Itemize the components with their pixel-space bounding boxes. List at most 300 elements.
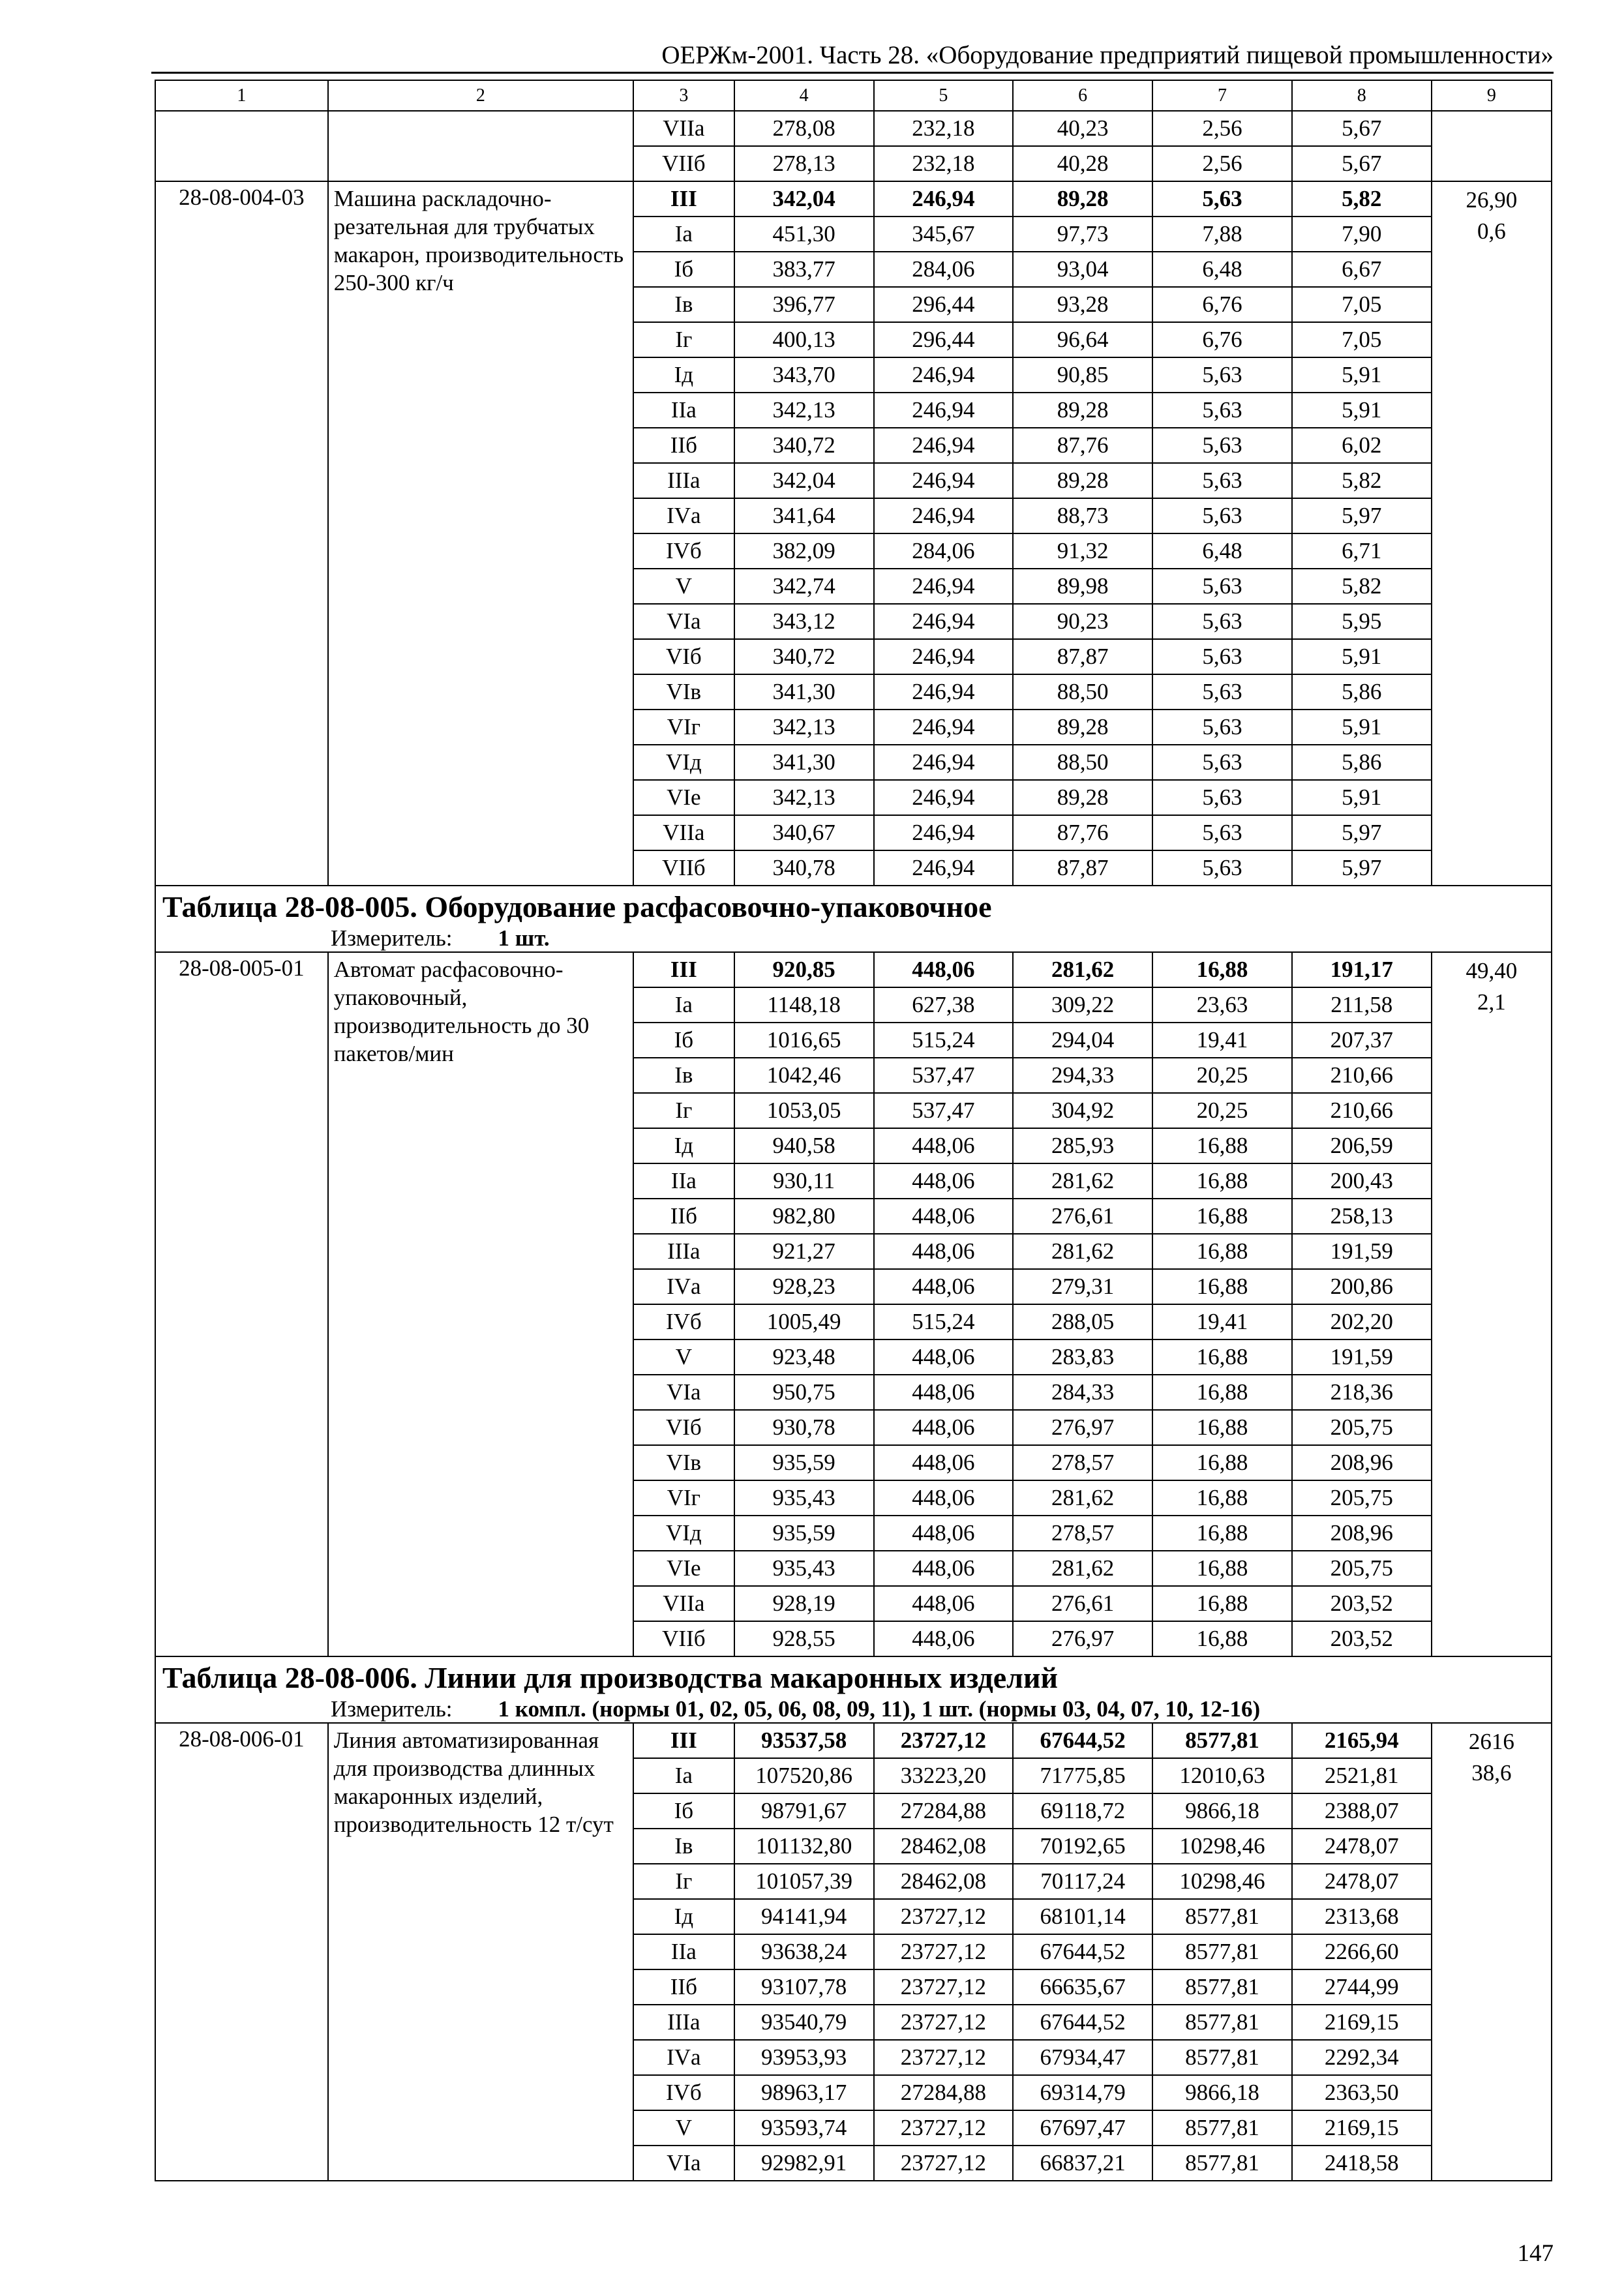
value-cell: 89,28	[1013, 463, 1152, 498]
value-cell: 2744,99	[1292, 1969, 1432, 2005]
norm-description: Машина раскладочно-резательная для трубчатых макарон, производительность 250-300 кг/ч	[328, 181, 633, 886]
value-cell: 923,48	[734, 1339, 874, 1375]
value-cell: 343,70	[734, 357, 874, 393]
zone-cell: V	[633, 1339, 734, 1375]
zone-cell: Iд	[633, 357, 734, 393]
value-cell: 87,76	[1013, 815, 1152, 850]
value-cell: 16,88	[1152, 1516, 1292, 1551]
value-cell: 342,74	[734, 569, 874, 604]
table-row	[155, 952, 1552, 987]
value-cell: 208,96	[1292, 1445, 1432, 1480]
zone-cell: Iг	[633, 1093, 734, 1128]
value-cell: 2,56	[1152, 111, 1292, 146]
value-cell: 6,48	[1152, 533, 1292, 569]
value-cell: 246,94	[874, 428, 1014, 463]
zone-cell: VIIб	[633, 146, 734, 181]
zone-cell: VIа	[633, 1375, 734, 1410]
value-cell: 2521,81	[1292, 1758, 1432, 1793]
value-cell: 448,06	[874, 1199, 1014, 1234]
header-rule	[151, 72, 1554, 74]
value-cell: 5,63	[1152, 604, 1292, 639]
value-cell: 1148,18	[734, 987, 874, 1023]
value-cell: 16,88	[1152, 1199, 1292, 1234]
value-cell: 448,06	[874, 952, 1014, 987]
value-cell: 205,75	[1292, 1410, 1432, 1445]
zone-cell: VIIб	[633, 1621, 734, 1656]
extra-cell-blank	[1432, 111, 1552, 181]
value-cell: 930,11	[734, 1163, 874, 1199]
value-cell: 27284,88	[874, 2075, 1014, 2110]
zone-cell: VIа	[633, 604, 734, 639]
value-cell: 23727,12	[874, 2110, 1014, 2146]
zone-cell: VIв	[633, 1445, 734, 1480]
value-cell: 448,06	[874, 1410, 1014, 1445]
value-cell: 279,31	[1013, 1269, 1152, 1304]
value-cell: 5,63	[1152, 498, 1292, 533]
zone-cell: VIе	[633, 1551, 734, 1586]
column-number: 8	[1292, 80, 1432, 111]
norm-code: 28-08-004-03	[155, 181, 328, 886]
running-header: ОЕРЖм-2001. Часть 28. «Оборудование предприятий пищевой промышленности»	[661, 41, 1554, 69]
value-cell: 6,02	[1292, 428, 1432, 463]
value-cell: 92982,91	[734, 2146, 874, 2181]
value-cell: 66635,67	[1013, 1969, 1152, 2005]
value-cell: 515,24	[874, 1023, 1014, 1058]
extra-cell	[1432, 181, 1552, 886]
value-cell: 296,44	[874, 287, 1014, 322]
value-cell: 935,43	[734, 1551, 874, 1586]
value-cell: 93638,24	[734, 1934, 874, 1969]
zone-cell: VIе	[633, 780, 734, 815]
value-cell: 5,91	[1292, 780, 1432, 815]
zone-cell: IIб	[633, 1969, 734, 2005]
value-cell: 20,25	[1152, 1058, 1292, 1093]
value-cell: 5,91	[1292, 710, 1432, 745]
column-number-row	[155, 80, 1552, 111]
value-cell: 33223,20	[874, 1758, 1014, 1793]
zone-cell: Iд	[633, 1128, 734, 1163]
value-cell: 278,57	[1013, 1516, 1152, 1551]
value-cell: 246,94	[874, 498, 1014, 533]
value-cell: 340,78	[734, 850, 874, 886]
norm-description: Автомат расфасовочно-упаковочный, производительность до 30 пакетов/мин	[328, 952, 633, 1656]
value-cell: 982,80	[734, 1199, 874, 1234]
value-cell: 5,63	[1152, 428, 1292, 463]
norm-description: Линия автоматизированная для производства длинных макаронных изделий, производительность 12 т/сут	[328, 1723, 633, 2181]
value-cell: 88,73	[1013, 498, 1152, 533]
value-cell: 23727,12	[874, 1723, 1014, 1758]
zone-cell: IIб	[633, 428, 734, 463]
value-cell: 40,23	[1013, 111, 1152, 146]
zone-cell: VIIа	[633, 815, 734, 850]
value-cell: 1042,46	[734, 1058, 874, 1093]
value-cell: 930,78	[734, 1410, 874, 1445]
value-cell: 278,08	[734, 111, 874, 146]
value-cell: 16,88	[1152, 1445, 1292, 1480]
value-cell: 16,88	[1152, 952, 1292, 987]
value-cell: 5,97	[1292, 850, 1432, 886]
value-cell: 93,28	[1013, 287, 1152, 322]
value-cell: 5,63	[1152, 357, 1292, 393]
value-cell: 448,06	[874, 1234, 1014, 1269]
value-cell: 5,86	[1292, 674, 1432, 710]
value-cell: 285,93	[1013, 1128, 1152, 1163]
value-cell: 382,09	[734, 533, 874, 569]
zone-cell: IIIа	[633, 463, 734, 498]
description-cell-blank	[328, 111, 633, 181]
value-cell: 16,88	[1152, 1128, 1292, 1163]
value-cell: 67644,52	[1013, 1723, 1152, 1758]
value-cell: 207,37	[1292, 1023, 1432, 1058]
value-cell: 16,88	[1152, 1621, 1292, 1656]
value-cell: 5,67	[1292, 146, 1432, 181]
value-cell: 5,97	[1292, 498, 1432, 533]
value-cell: 200,86	[1292, 1269, 1432, 1304]
column-number: 4	[734, 80, 874, 111]
value-cell: 40,28	[1013, 146, 1152, 181]
value-cell: 921,27	[734, 1234, 874, 1269]
zone-cell: VIг	[633, 1480, 734, 1516]
zone-cell: VIд	[633, 745, 734, 780]
value-cell: 294,33	[1013, 1058, 1152, 1093]
column-number: 3	[633, 80, 734, 111]
value-cell: 448,06	[874, 1375, 1014, 1410]
norm-code: 28-08-006-01	[155, 1723, 328, 2181]
value-cell: 7,90	[1292, 217, 1432, 252]
value-cell: 2165,94	[1292, 1723, 1432, 1758]
value-cell: 93540,79	[734, 2005, 874, 2040]
zone-cell: III	[633, 952, 734, 987]
value-cell: 23727,12	[874, 2040, 1014, 2075]
value-cell: 6,76	[1152, 322, 1292, 357]
measure-value: 1 шт.	[498, 925, 550, 951]
zone-cell: III	[633, 181, 734, 217]
value-cell: 5,82	[1292, 569, 1432, 604]
value-cell: 281,62	[1013, 1163, 1152, 1199]
value-cell: 88,50	[1013, 674, 1152, 710]
zone-cell: VIб	[633, 639, 734, 674]
value-cell: 342,13	[734, 780, 874, 815]
value-cell: 208,96	[1292, 1516, 1432, 1551]
value-cell: 448,06	[874, 1339, 1014, 1375]
value-cell: 70117,24	[1013, 1864, 1152, 1899]
value-cell: 246,94	[874, 639, 1014, 674]
value-cell: 448,06	[874, 1551, 1014, 1586]
zone-cell: Iб	[633, 1793, 734, 1829]
value-cell: 342,04	[734, 463, 874, 498]
value-cell: 627,38	[874, 987, 1014, 1023]
value-cell: 16,88	[1152, 1375, 1292, 1410]
value-cell: 71775,85	[1013, 1758, 1152, 1793]
value-cell: 23,63	[1152, 987, 1292, 1023]
value-cell: 23727,12	[874, 2146, 1014, 2181]
value-cell: 5,86	[1292, 745, 1432, 780]
value-cell: 246,94	[874, 604, 1014, 639]
zone-cell: IVб	[633, 2075, 734, 2110]
value-cell: 8577,81	[1152, 2005, 1292, 2040]
value-cell: 96,64	[1013, 322, 1152, 357]
extra-value: 49,40	[1466, 958, 1518, 983]
value-cell: 2478,07	[1292, 1829, 1432, 1864]
extra-value: 38,6	[1471, 1760, 1512, 1786]
measure-line	[162, 925, 1544, 951]
zone-cell: V	[633, 569, 734, 604]
value-cell: 5,91	[1292, 393, 1432, 428]
value-cell: 200,43	[1292, 1163, 1432, 1199]
value-cell: 6,71	[1292, 533, 1432, 569]
zone-cell: Iв	[633, 287, 734, 322]
value-cell: 246,94	[874, 357, 1014, 393]
value-cell: 8577,81	[1152, 2040, 1292, 2075]
value-cell: 12010,63	[1152, 1758, 1292, 1793]
value-cell: 88,50	[1013, 745, 1152, 780]
value-cell: 276,61	[1013, 1199, 1152, 1234]
value-cell: 2169,15	[1292, 2110, 1432, 2146]
extra-cell	[1432, 952, 1552, 1656]
value-cell: 94141,94	[734, 1899, 874, 1934]
value-cell: 202,20	[1292, 1304, 1432, 1339]
value-cell: 340,72	[734, 639, 874, 674]
value-cell: 5,63	[1152, 463, 1292, 498]
value-cell: 232,18	[874, 146, 1014, 181]
value-cell: 246,94	[874, 745, 1014, 780]
value-cell: 281,62	[1013, 1480, 1152, 1516]
value-cell: 93,04	[1013, 252, 1152, 287]
value-cell: 935,59	[734, 1445, 874, 1480]
value-cell: 448,06	[874, 1128, 1014, 1163]
value-cell: 20,25	[1152, 1093, 1292, 1128]
zone-cell: VIг	[633, 710, 734, 745]
value-cell: 246,94	[874, 463, 1014, 498]
zone-cell: Iд	[633, 1899, 734, 1934]
value-cell: 284,06	[874, 252, 1014, 287]
value-cell: 23727,12	[874, 1899, 1014, 1934]
value-cell: 5,91	[1292, 357, 1432, 393]
value-cell: 91,32	[1013, 533, 1152, 569]
value-cell: 16,88	[1152, 1551, 1292, 1586]
value-cell: 16,88	[1152, 1410, 1292, 1445]
table-title: Таблица 28-08-005. Оборудование расфасовочно-упаковочное	[162, 890, 992, 923]
zone-cell: VIв	[633, 674, 734, 710]
value-cell: 5,91	[1292, 639, 1432, 674]
value-cell: 5,63	[1152, 639, 1292, 674]
value-cell: 246,94	[874, 393, 1014, 428]
table-title-cell	[155, 1656, 1552, 1723]
table-row	[155, 1723, 1552, 1758]
value-cell: 296,44	[874, 322, 1014, 357]
value-cell: 281,62	[1013, 1551, 1152, 1586]
value-cell: 309,22	[1013, 987, 1152, 1023]
value-cell: 341,30	[734, 674, 874, 710]
value-cell: 16,88	[1152, 1269, 1292, 1304]
zone-cell: Iв	[633, 1829, 734, 1864]
value-cell: 340,72	[734, 428, 874, 463]
value-cell: 107520,86	[734, 1758, 874, 1793]
table-row	[155, 111, 1552, 146]
value-cell: 23727,12	[874, 1934, 1014, 1969]
value-cell: 87,87	[1013, 850, 1152, 886]
zone-cell: IIIа	[633, 2005, 734, 2040]
value-cell: 928,19	[734, 1586, 874, 1621]
column-number: 7	[1152, 80, 1292, 111]
value-cell: 7,88	[1152, 217, 1292, 252]
value-cell: 246,94	[874, 850, 1014, 886]
value-cell: 5,63	[1152, 393, 1292, 428]
value-cell: 400,13	[734, 322, 874, 357]
table-title-row	[155, 886, 1552, 952]
value-cell: 28462,08	[874, 1864, 1014, 1899]
value-cell: 210,66	[1292, 1093, 1432, 1128]
column-number: 5	[874, 80, 1014, 111]
value-cell: 448,06	[874, 1269, 1014, 1304]
zone-cell: IIа	[633, 1934, 734, 1969]
value-cell: 16,88	[1152, 1163, 1292, 1199]
extra-cell	[1432, 1723, 1552, 2181]
value-cell: 342,13	[734, 710, 874, 745]
zone-cell: Iв	[633, 1058, 734, 1093]
value-cell: 940,58	[734, 1128, 874, 1163]
value-cell: 98963,17	[734, 2075, 874, 2110]
value-cell: 7,05	[1292, 287, 1432, 322]
zone-cell: IVа	[633, 2040, 734, 2075]
value-cell: 935,43	[734, 1480, 874, 1516]
zone-cell: VIа	[633, 2146, 734, 2181]
zone-cell: IIа	[633, 393, 734, 428]
value-cell: 8577,81	[1152, 2146, 1292, 2181]
value-cell: 396,77	[734, 287, 874, 322]
value-cell: 1053,05	[734, 1093, 874, 1128]
value-cell: 448,06	[874, 1163, 1014, 1199]
value-cell: 7,05	[1292, 322, 1432, 357]
value-cell: 203,52	[1292, 1621, 1432, 1656]
value-cell: 218,36	[1292, 1375, 1432, 1410]
value-cell: 5,63	[1152, 850, 1292, 886]
value-cell: 5,63	[1152, 710, 1292, 745]
value-cell: 276,97	[1013, 1410, 1152, 1445]
page-number: 147	[1517, 2240, 1554, 2267]
value-cell: 16,88	[1152, 1339, 1292, 1375]
value-cell: 16,88	[1152, 1586, 1292, 1621]
value-cell: 341,64	[734, 498, 874, 533]
column-number: 9	[1432, 80, 1552, 111]
value-cell: 246,94	[874, 780, 1014, 815]
value-cell: 8577,81	[1152, 1969, 1292, 2005]
value-cell: 2388,07	[1292, 1793, 1432, 1829]
value-cell: 5,82	[1292, 181, 1432, 217]
value-cell: 93537,58	[734, 1723, 874, 1758]
value-cell: 448,06	[874, 1445, 1014, 1480]
value-cell: 2169,15	[1292, 2005, 1432, 2040]
value-cell: 203,52	[1292, 1586, 1432, 1621]
value-cell: 448,06	[874, 1516, 1014, 1551]
measure-value: 1 компл. (нормы 01, 02, 05, 06, 08, 09, 11), 1 шт. (нормы 03, 04, 07, 10, 12-16)	[498, 1696, 1261, 1722]
table-title: Таблица 28-08-006. Линии для производства макаронных изделий	[162, 1661, 1058, 1694]
value-cell: 5,97	[1292, 815, 1432, 850]
value-cell: 2478,07	[1292, 1864, 1432, 1899]
value-cell: 9866,18	[1152, 2075, 1292, 2110]
value-cell: 5,63	[1152, 674, 1292, 710]
value-cell: 89,28	[1013, 710, 1152, 745]
zone-cell: IVб	[633, 1304, 734, 1339]
value-cell: 342,04	[734, 181, 874, 217]
rates-table	[155, 80, 1552, 2181]
value-cell: 278,13	[734, 146, 874, 181]
value-cell: 90,85	[1013, 357, 1152, 393]
column-number: 6	[1013, 80, 1152, 111]
value-cell: 246,94	[874, 815, 1014, 850]
value-cell: 5,63	[1152, 745, 1292, 780]
value-cell: 232,18	[874, 111, 1014, 146]
value-cell: 281,62	[1013, 1234, 1152, 1269]
zone-cell: VIIб	[633, 850, 734, 886]
value-cell: 278,57	[1013, 1445, 1152, 1480]
value-cell: 16,88	[1152, 1234, 1292, 1269]
value-cell: 8577,81	[1152, 1723, 1292, 1758]
value-cell: 451,30	[734, 217, 874, 252]
extra-value: 0,6	[1477, 218, 1506, 244]
zone-cell: V	[633, 2110, 734, 2146]
value-cell: 5,63	[1152, 569, 1292, 604]
value-cell: 928,55	[734, 1621, 874, 1656]
zone-cell: Iб	[633, 252, 734, 287]
value-cell: 246,94	[874, 181, 1014, 217]
value-cell: 27284,88	[874, 1793, 1014, 1829]
value-cell: 66837,21	[1013, 2146, 1152, 2181]
value-cell: 288,05	[1013, 1304, 1152, 1339]
value-cell: 89,28	[1013, 181, 1152, 217]
zone-cell: III	[633, 1723, 734, 1758]
value-cell: 67644,52	[1013, 2005, 1152, 2040]
value-cell: 191,59	[1292, 1339, 1432, 1375]
table-title-row	[155, 1656, 1552, 1723]
value-cell: 10298,46	[1152, 1829, 1292, 1864]
value-cell: 205,75	[1292, 1480, 1432, 1516]
value-cell: 9866,18	[1152, 1793, 1292, 1829]
value-cell: 5,67	[1292, 111, 1432, 146]
column-number: 2	[328, 80, 633, 111]
value-cell: 101132,80	[734, 1829, 874, 1864]
value-cell: 206,59	[1292, 1128, 1432, 1163]
value-cell: 19,41	[1152, 1304, 1292, 1339]
measure-label: Измеритель:	[331, 1696, 453, 1722]
value-cell: 23727,12	[874, 2005, 1014, 2040]
value-cell: 304,92	[1013, 1093, 1152, 1128]
zone-cell: IVб	[633, 533, 734, 569]
value-cell: 23727,12	[874, 1969, 1014, 2005]
value-cell: 537,47	[874, 1093, 1014, 1128]
value-cell: 1005,49	[734, 1304, 874, 1339]
value-cell: 67934,47	[1013, 2040, 1152, 2075]
value-cell: 6,76	[1152, 287, 1292, 322]
value-cell: 1016,65	[734, 1023, 874, 1058]
value-cell: 6,48	[1152, 252, 1292, 287]
value-cell: 98791,67	[734, 1793, 874, 1829]
zone-cell: Iа	[633, 987, 734, 1023]
value-cell: 211,58	[1292, 987, 1432, 1023]
value-cell: 93953,93	[734, 2040, 874, 2075]
value-cell: 448,06	[874, 1586, 1014, 1621]
value-cell: 5,63	[1152, 780, 1292, 815]
value-cell: 205,75	[1292, 1551, 1432, 1586]
value-cell: 276,97	[1013, 1621, 1152, 1656]
value-cell: 341,30	[734, 745, 874, 780]
column-number: 1	[155, 80, 328, 111]
value-cell: 8577,81	[1152, 1934, 1292, 1969]
table-title-cell	[155, 886, 1552, 952]
zone-cell: Iг	[633, 322, 734, 357]
value-cell: 950,75	[734, 1375, 874, 1410]
value-cell: 89,98	[1013, 569, 1152, 604]
